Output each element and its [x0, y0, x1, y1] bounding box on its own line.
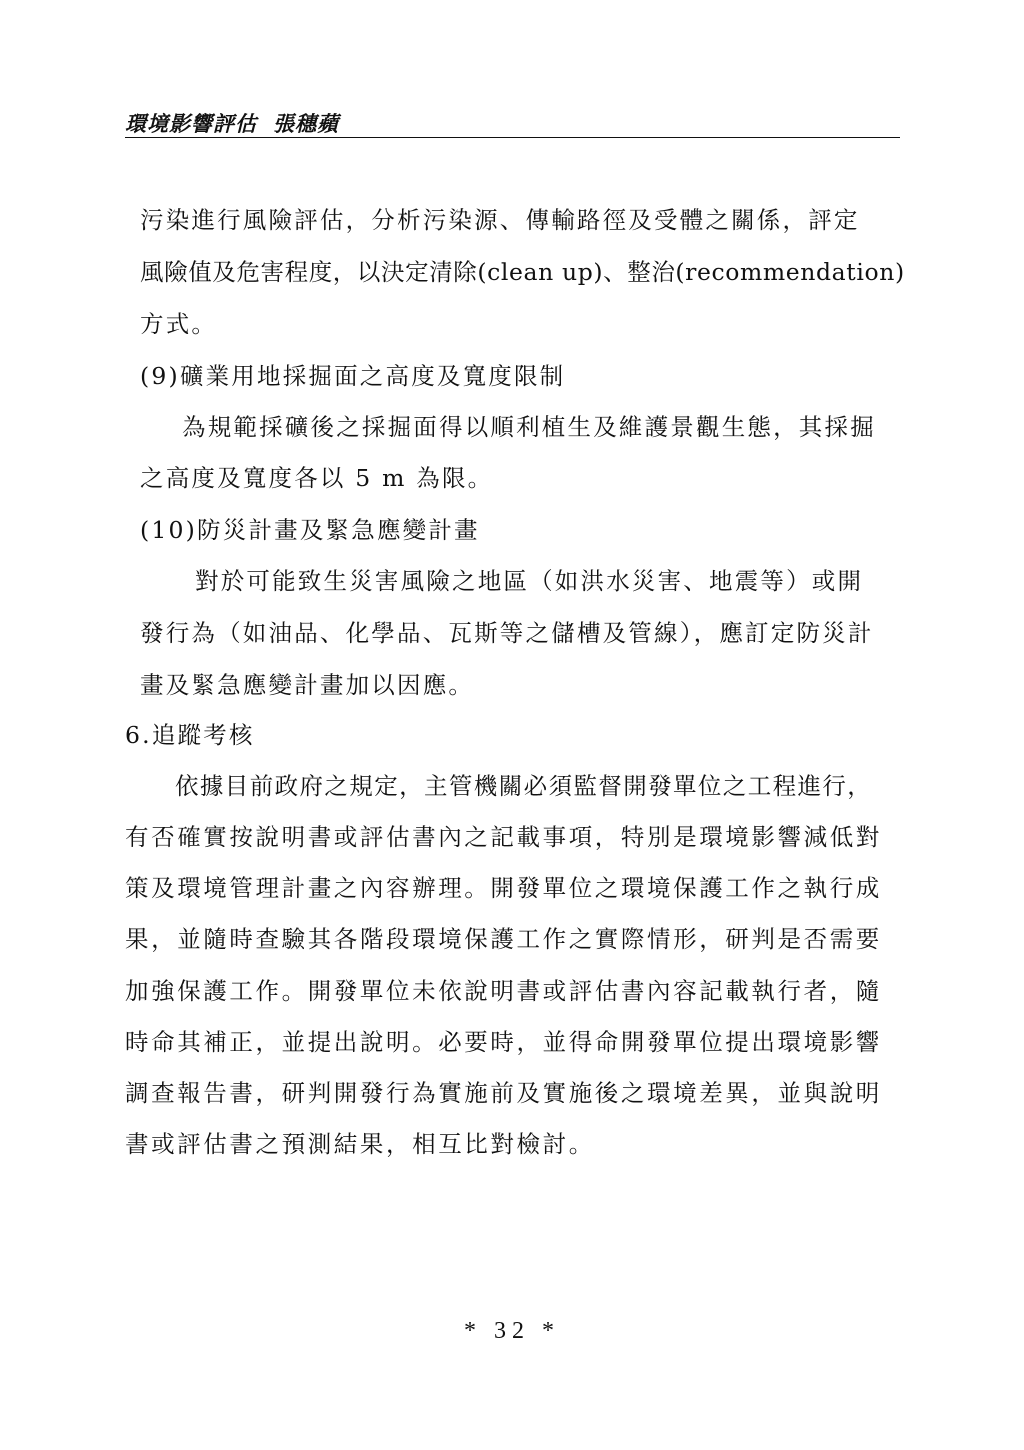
body-line: 方式。 [140, 310, 218, 338]
section-heading: (10)防災計畫及緊急應變計畫 [140, 516, 480, 544]
body-line: 調查報告書，研判開發行為實施前及實施後之環境差異，並與說明 [125, 1079, 882, 1107]
header-title: 環境影響評估 [125, 111, 257, 136]
header-author: 張穗蘋 [273, 111, 339, 136]
running-header [125, 108, 339, 138]
body-line: 有否確實按說明書或評估書內之記載事項，特別是環境影響減低對 [125, 823, 882, 851]
body-line: 書或評估書之預測結果，相互比對檢討。 [125, 1130, 595, 1158]
section-heading: (9)礦業用地採掘面之高度及寬度限制 [140, 362, 566, 390]
body-line: 時命其補正，並提出說明。必要時，並得命開發單位提出環境影響 [125, 1028, 882, 1056]
body-line: 加強保護工作。開發單位未依說明書或評估書內容記載執行者，隨 [125, 977, 882, 1005]
header-rule [125, 137, 900, 138]
body-line: 污染進行風險評估，分析污染源、傳輸路徑及受體之關係，評定 [140, 206, 860, 234]
body-line: 果，並隨時查驗其各階段環境保護工作之實際情形，研判是否需要 [125, 925, 882, 953]
section-heading: 6.追蹤考核 [125, 721, 255, 749]
body-line: 畫及緊急應變計畫加以因應。 [140, 671, 475, 699]
body-line: 依據目前政府之規定，主管機關必須監督開發單位之工程進行， [175, 772, 873, 800]
body-line: 對於可能致生災害風險之地區（如洪水災害、地震等）或開 [195, 567, 864, 595]
body-line: 為規範採礦後之採掘面得以順利植生及維護景觀生態，其採掘 [182, 413, 876, 441]
body-line: 策及環境管理計畫之內容辦理。開發單位之環境保護工作之執行成 [125, 874, 882, 902]
body-line: 發行為（如油品、化學品、瓦斯等之儲槽及管線），應訂定防災計 [140, 619, 874, 647]
body-line: 風險值及危害程度，以決定清除(clean up)、整治(recommendation) [140, 258, 905, 286]
body-line: 之高度及寬度各以 5 m 為限。 [140, 464, 494, 492]
page-number: * 32 * [464, 1318, 560, 1344]
